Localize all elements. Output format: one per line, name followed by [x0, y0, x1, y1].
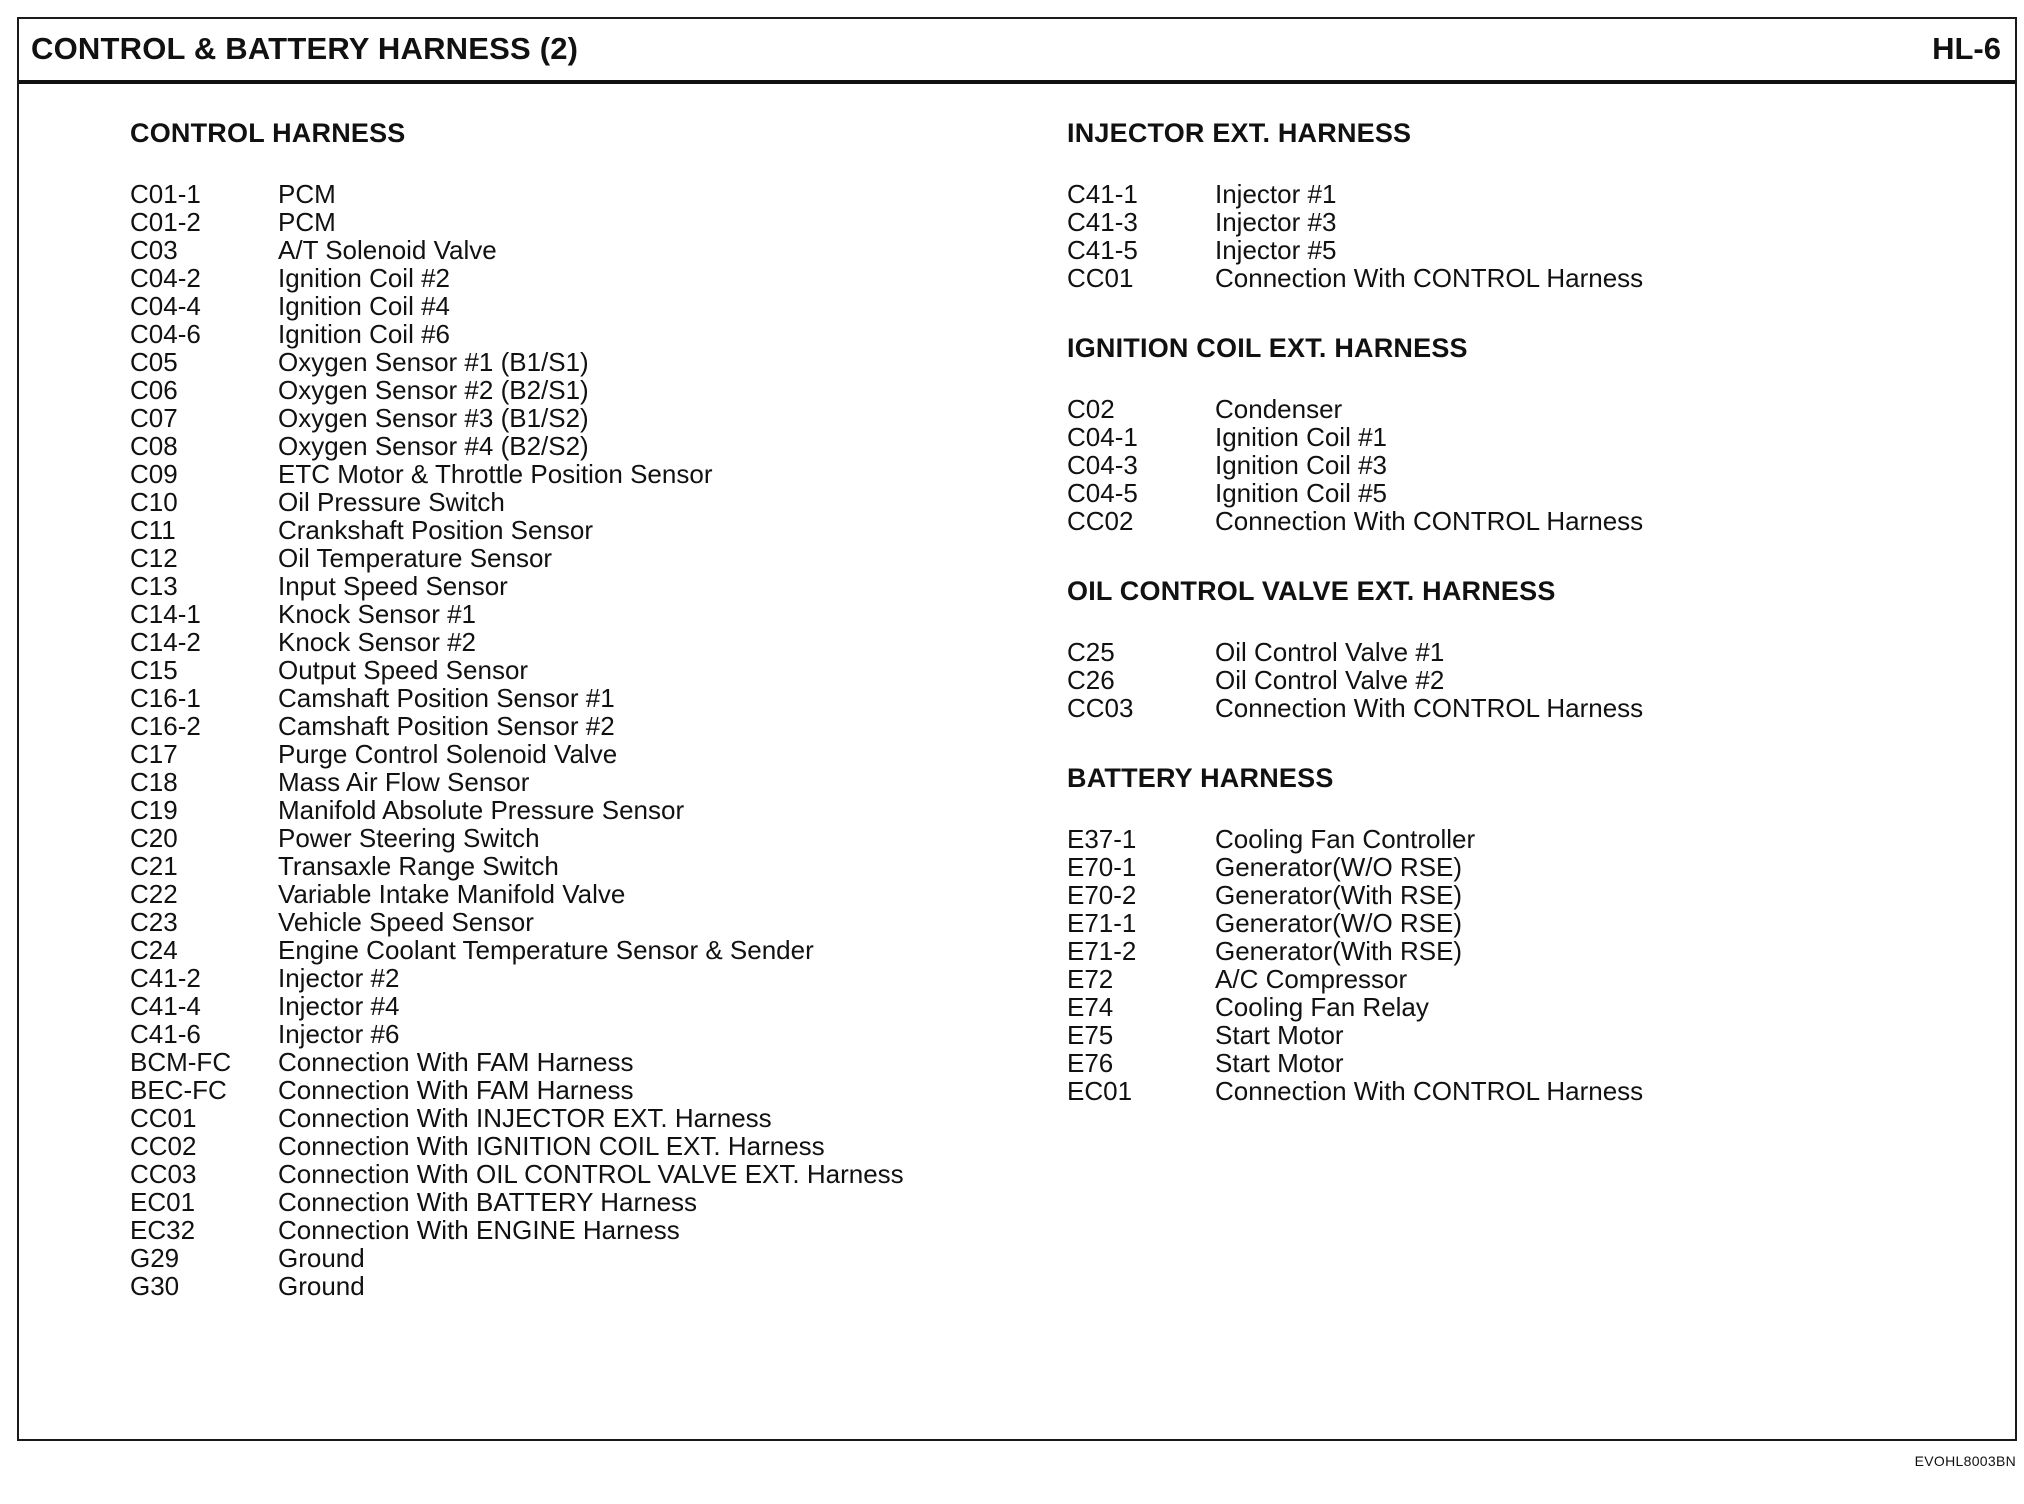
connector-code: C03 — [130, 235, 178, 265]
connector-code: C41-5 — [1067, 235, 1138, 265]
left-column — [130, 117, 904, 1300]
connector-description: Input Speed Sensor — [278, 571, 508, 601]
connector-description: Connection With CONTROL Harness — [1215, 506, 1644, 536]
connector-description: Vehicle Speed Sensor — [278, 907, 534, 937]
connector-description: Connection With CONTROL Harness — [1215, 263, 1644, 293]
connector-code: E71-1 — [1067, 908, 1137, 938]
connector-code: C15 — [130, 655, 178, 685]
connector-row — [130, 180, 904, 208]
connector-description: Connection With FAM Harness — [278, 1075, 634, 1105]
connector-description: Knock Sensor #1 — [278, 599, 477, 629]
connector-row — [130, 516, 904, 544]
oil-control-valve-ext-harness-section — [1067, 575, 1643, 722]
connector-row — [130, 1048, 904, 1076]
connector-description: Variable Intake Manifold Valve — [278, 879, 626, 909]
connector-list — [1067, 180, 1643, 292]
connector-row — [1067, 909, 1643, 937]
connector-row — [130, 264, 904, 292]
connector-row — [130, 740, 904, 768]
page-header — [19, 19, 2015, 84]
connector-description: Injector #2 — [278, 963, 400, 993]
connector-row — [130, 628, 904, 656]
connector-row — [130, 1132, 904, 1160]
connector-code: C21 — [130, 851, 178, 881]
connector-code: C04-1 — [1067, 422, 1138, 452]
connector-description: Ignition Coil #5 — [1215, 478, 1387, 508]
connector-row — [1067, 208, 1643, 236]
connector-description: Output Speed Sensor — [278, 655, 529, 685]
connector-code: E75 — [1067, 1020, 1114, 1050]
connector-row — [130, 292, 904, 320]
connector-description: Oxygen Sensor #1 (B1/S1) — [278, 347, 589, 377]
connector-row — [130, 432, 904, 460]
connector-code: CC02 — [130, 1131, 197, 1161]
connector-row — [130, 236, 904, 264]
connector-code: C17 — [130, 739, 178, 769]
connector-row — [130, 1104, 904, 1132]
connector-code: C01-1 — [130, 179, 201, 209]
connector-row — [130, 768, 904, 796]
connector-row — [1067, 666, 1643, 694]
connector-description: PCM — [278, 179, 336, 209]
connector-code: E74 — [1067, 992, 1114, 1022]
page-title: CONTROL & BATTERY HARNESS (2) — [31, 31, 579, 66]
connector-code: CC03 — [1067, 693, 1134, 723]
connector-description: Oil Temperature Sensor — [278, 543, 553, 573]
connector-description: Oxygen Sensor #4 (B2/S2) — [278, 431, 589, 461]
control-harness-section — [130, 117, 904, 1300]
connector-row — [1067, 507, 1643, 535]
connector-code: C16-1 — [130, 683, 201, 713]
connector-row — [130, 348, 904, 376]
connector-code: CC03 — [130, 1159, 197, 1189]
connector-code: C01-2 — [130, 207, 201, 237]
connector-code: C19 — [130, 795, 178, 825]
connector-row — [130, 1076, 904, 1104]
connector-code: E70-1 — [1067, 852, 1137, 882]
connector-row — [130, 852, 904, 880]
connector-row — [130, 208, 904, 236]
battery-harness-section — [1067, 762, 1643, 1105]
injector-ext-harness-section — [1067, 117, 1643, 292]
connector-code: CC02 — [1067, 506, 1134, 536]
connector-description: Ignition Coil #6 — [278, 319, 450, 349]
connector-description: Knock Sensor #2 — [278, 627, 477, 657]
connector-code: EC01 — [1067, 1076, 1133, 1106]
connector-code: C02 — [1067, 394, 1115, 424]
connector-description: Generator(W/O RSE) — [1215, 908, 1463, 938]
connector-code: E76 — [1067, 1048, 1114, 1078]
connector-row — [130, 796, 904, 824]
connector-code: C04-6 — [130, 319, 201, 349]
connector-row — [1067, 993, 1643, 1021]
connector-code: CC01 — [130, 1103, 197, 1133]
connector-code: C41-1 — [1067, 179, 1138, 209]
connector-description: Purge Control Solenoid Valve — [278, 739, 618, 769]
connector-description: Generator(With RSE) — [1215, 936, 1463, 966]
connector-code: BCM-FC — [130, 1047, 232, 1077]
connector-code: C20 — [130, 823, 178, 853]
connector-code: C11 — [130, 515, 176, 545]
connector-code: BEC-FC — [130, 1075, 227, 1105]
connector-description: Ignition Coil #4 — [278, 291, 450, 321]
connector-row — [1067, 853, 1643, 881]
connector-description: Connection With IGNITION COIL EXT. Harness — [278, 1131, 825, 1161]
connector-code: C41-2 — [130, 963, 201, 993]
connector-row — [1067, 965, 1643, 993]
connector-row — [1067, 638, 1643, 666]
connector-code: C41-3 — [1067, 207, 1138, 237]
connector-description: Ignition Coil #1 — [1215, 422, 1387, 452]
connector-code: C16-2 — [130, 711, 201, 741]
connector-code: C24 — [130, 935, 178, 965]
connector-row — [130, 908, 904, 936]
connector-code: EC32 — [130, 1215, 196, 1245]
connector-code: C14-2 — [130, 627, 201, 657]
connector-list — [1067, 638, 1643, 722]
connector-description: Start Motor — [1215, 1020, 1344, 1050]
connector-description: Engine Coolant Temperature Sensor & Sender — [278, 935, 814, 965]
connector-code: C04-5 — [1067, 478, 1138, 508]
connector-code: EC01 — [130, 1187, 196, 1217]
connector-description: Connection With CONTROL Harness — [1215, 693, 1644, 723]
connector-description: Crankshaft Position Sensor — [278, 515, 594, 545]
connector-code: C05 — [130, 347, 178, 377]
connector-row — [130, 320, 904, 348]
connector-row — [130, 1160, 904, 1188]
connector-description: Generator(W/O RSE) — [1215, 852, 1463, 882]
connector-row — [130, 684, 904, 712]
connector-code: C07 — [130, 403, 178, 433]
connector-description: Ignition Coil #3 — [1215, 450, 1387, 480]
connector-code: C10 — [130, 487, 178, 517]
connector-description: Camshaft Position Sensor #2 — [278, 711, 615, 741]
connector-description: PCM — [278, 207, 336, 237]
connector-description: Connection With CONTROL Harness — [1215, 1076, 1644, 1106]
connector-code: G29 — [130, 1243, 180, 1273]
connector-row — [130, 572, 904, 600]
connector-code: C26 — [1067, 665, 1115, 695]
connector-list — [130, 180, 904, 1300]
connector-row — [130, 1216, 904, 1244]
connector-description: Ignition Coil #2 — [278, 263, 450, 293]
connector-row — [130, 712, 904, 740]
connector-code: C14-1 — [130, 599, 201, 629]
section-title: BATTERY HARNESS — [1067, 763, 1334, 793]
connector-code: C25 — [1067, 637, 1115, 667]
connector-row — [1067, 1049, 1643, 1077]
connector-code: C04-4 — [130, 291, 201, 321]
connector-description: Transaxle Range Switch — [278, 851, 559, 881]
connector-row — [130, 656, 904, 684]
connector-description: Injector #6 — [278, 1019, 400, 1049]
connector-row — [1067, 694, 1643, 722]
connector-description: Manifold Absolute Pressure Sensor — [278, 795, 685, 825]
connector-code: C06 — [130, 375, 178, 405]
connector-description: Connection With BATTERY Harness — [278, 1187, 698, 1217]
connector-description: Generator(With RSE) — [1215, 880, 1463, 910]
connector-code: C23 — [130, 907, 178, 937]
connector-code: E72 — [1067, 964, 1114, 994]
connector-description: Ground — [278, 1271, 365, 1301]
connector-code: C08 — [130, 431, 178, 461]
connector-row — [1067, 423, 1643, 451]
connector-code: C12 — [130, 543, 178, 573]
connector-row — [130, 1188, 904, 1216]
connector-row — [130, 1020, 904, 1048]
connector-row — [1067, 395, 1643, 423]
connector-description: A/C Compressor — [1215, 964, 1408, 994]
connector-description: Oil Control Valve #1 — [1215, 637, 1445, 667]
connector-row — [130, 544, 904, 572]
connector-description: Injector #5 — [1215, 235, 1337, 265]
section-title: INJECTOR EXT. HARNESS — [1067, 118, 1412, 148]
connector-code: C41-6 — [130, 1019, 201, 1049]
connector-description: Oil Control Valve #2 — [1215, 665, 1445, 695]
connector-list — [1067, 825, 1643, 1105]
page-number: HL-6 — [1932, 31, 2001, 66]
connector-row — [130, 880, 904, 908]
connector-code: C13 — [130, 571, 178, 601]
connector-row — [130, 404, 904, 432]
connector-description: Camshaft Position Sensor #1 — [278, 683, 615, 713]
connector-row — [1067, 264, 1643, 292]
connector-description: Connection With OIL CONTROL VALVE EXT. Harness — [278, 1159, 904, 1189]
connector-description: Start Motor — [1215, 1048, 1344, 1078]
connector-row — [130, 936, 904, 964]
connector-row — [1067, 1077, 1643, 1105]
connector-row — [130, 488, 904, 516]
connector-code: E71-2 — [1067, 936, 1137, 966]
connector-row — [130, 824, 904, 852]
connector-description: Cooling Fan Relay — [1215, 992, 1429, 1022]
connector-row — [1067, 1021, 1643, 1049]
connector-row — [1067, 825, 1643, 853]
connector-row — [1067, 180, 1643, 208]
section-title: CONTROL HARNESS — [130, 118, 406, 148]
connector-description: A/T Solenoid Valve — [278, 235, 497, 265]
connector-code: G30 — [130, 1271, 180, 1301]
connector-description: Connection With FAM Harness — [278, 1047, 634, 1077]
connector-description: Cooling Fan Controller — [1215, 824, 1476, 854]
connector-code: C22 — [130, 879, 178, 909]
connector-description: Oil Pressure Switch — [278, 487, 505, 517]
connector-description: Oxygen Sensor #2 (B2/S1) — [278, 375, 589, 405]
figure-id: EVOHL8003BN — [1914, 1453, 2016, 1469]
connector-row — [130, 600, 904, 628]
section-title: OIL CONTROL VALVE EXT. HARNESS — [1067, 576, 1556, 606]
connector-code: C04-3 — [1067, 450, 1138, 480]
connector-row — [130, 992, 904, 1020]
connector-description: Connection With ENGINE Harness — [278, 1215, 680, 1245]
section-title: IGNITION COIL EXT. HARNESS — [1067, 333, 1468, 363]
connector-row — [1067, 881, 1643, 909]
connector-description: Injector #1 — [1215, 179, 1337, 209]
connector-description: Power Steering Switch — [278, 823, 540, 853]
connector-row — [1067, 479, 1643, 507]
connector-row — [1067, 937, 1643, 965]
connector-code: E37-1 — [1067, 824, 1137, 854]
connector-row — [1067, 451, 1643, 479]
right-column — [1067, 117, 1643, 1105]
connector-description: Mass Air Flow Sensor — [278, 767, 530, 797]
ignition-coil-ext-harness-section — [1067, 332, 1643, 535]
connector-description: Ground — [278, 1243, 365, 1273]
connector-description: Condenser — [1215, 394, 1343, 424]
connector-row — [130, 460, 904, 488]
connector-code: C18 — [130, 767, 178, 797]
connector-list — [1067, 395, 1643, 535]
connector-code: C41-4 — [130, 991, 201, 1021]
connector-row — [130, 1272, 904, 1300]
connector-description: Oxygen Sensor #3 (B1/S2) — [278, 403, 589, 433]
connector-code: C09 — [130, 459, 178, 489]
connector-row — [130, 376, 904, 404]
connector-description: ETC Motor & Throttle Position Sensor — [278, 459, 713, 489]
connector-row — [1067, 236, 1643, 264]
connector-code: E70-2 — [1067, 880, 1137, 910]
connector-code: C04-2 — [130, 263, 201, 293]
connector-row — [130, 964, 904, 992]
connector-description: Connection With INJECTOR EXT. Harness — [278, 1103, 772, 1133]
connector-code: CC01 — [1067, 263, 1134, 293]
connector-row — [130, 1244, 904, 1272]
connector-description: Injector #4 — [278, 991, 400, 1021]
connector-description: Injector #3 — [1215, 207, 1337, 237]
